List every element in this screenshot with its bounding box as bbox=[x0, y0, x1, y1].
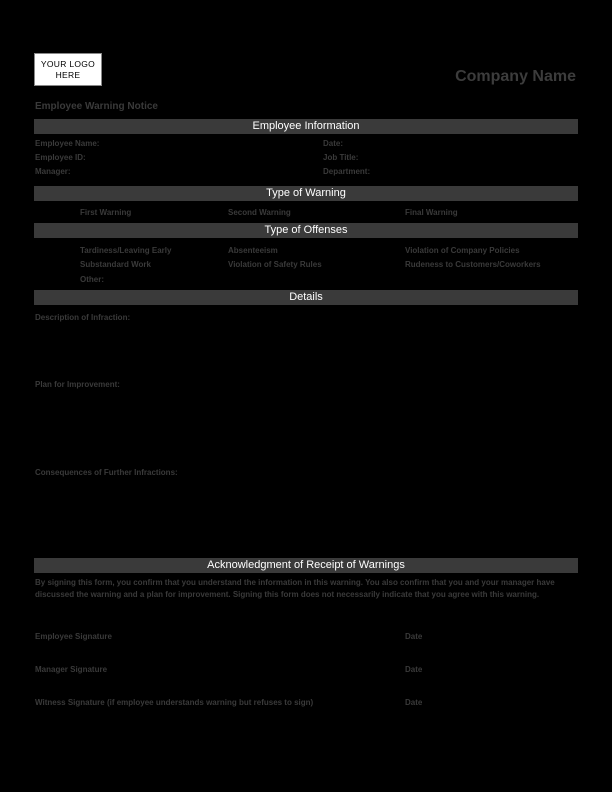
document-title: Employee Warning Notice bbox=[35, 101, 158, 112]
checkbox-substandard-work[interactable]: Substandard Work bbox=[80, 260, 151, 269]
field-job-title[interactable]: Job Title: bbox=[323, 153, 359, 162]
field-witness-signature-date[interactable]: Date bbox=[405, 698, 423, 707]
checkbox-first-warning[interactable]: First Warning bbox=[80, 208, 132, 217]
field-employee-id[interactable]: Employee ID: bbox=[35, 153, 86, 162]
checkbox-absenteeism[interactable]: Absenteeism bbox=[228, 246, 278, 255]
section-header-type-of-warning: Type of Warning bbox=[34, 186, 578, 201]
field-consequences[interactable]: Consequences of Further Infractions: bbox=[35, 468, 178, 477]
field-manager-signature[interactable]: Manager Signature bbox=[35, 665, 108, 674]
field-employee-signature-date[interactable]: Date bbox=[405, 632, 423, 641]
checkbox-other[interactable]: Other: bbox=[80, 275, 104, 284]
field-employee-signature[interactable]: Employee Signature bbox=[35, 632, 112, 641]
logo-text: YOUR LOGO HERE bbox=[40, 58, 96, 80]
company-name: Company Name bbox=[455, 68, 576, 85]
checkbox-rudeness[interactable]: Rudeness to Customers/Coworkers bbox=[405, 260, 541, 269]
checkbox-company-policies[interactable]: Violation of Company Policies bbox=[405, 246, 520, 255]
checkbox-safety-rules[interactable]: Violation of Safety Rules bbox=[228, 260, 322, 269]
checkbox-second-warning[interactable]: Second Warning bbox=[228, 208, 291, 217]
field-description-of-infraction[interactable]: Description of Infraction: bbox=[35, 313, 131, 322]
field-manager-signature-date[interactable]: Date bbox=[405, 665, 423, 674]
checkbox-tardiness[interactable]: Tardiness/Leaving Early bbox=[80, 246, 172, 255]
field-date[interactable]: Date: bbox=[323, 139, 344, 148]
acknowledgment-text: By signing this form, you confirm that you understand the information in this warning. You also confirm that you and your manager have discussed the warning and a plan for improvement. Signing this form does not necessarily indicate that you agree with this warning. bbox=[35, 578, 555, 599]
section-header-employee-information: Employee Information bbox=[34, 119, 578, 134]
section-header-type-of-offenses: Type of Offenses bbox=[34, 223, 578, 238]
section-header-details: Details bbox=[34, 290, 578, 305]
section-header-acknowledgment: Acknowledgment of Receipt of Warnings bbox=[34, 558, 578, 573]
checkbox-final-warning[interactable]: Final Warning bbox=[405, 208, 458, 217]
field-department[interactable]: Department: bbox=[323, 167, 371, 176]
company-logo-placeholder bbox=[34, 53, 102, 86]
field-manager[interactable]: Manager: bbox=[35, 167, 71, 176]
field-witness-signature[interactable]: Witness Signature (if employee understands warning but refuses to sign) bbox=[35, 698, 314, 707]
field-plan-for-improvement[interactable]: Plan for Improvement: bbox=[35, 380, 120, 389]
field-employee-name[interactable]: Employee Name: bbox=[35, 139, 100, 148]
